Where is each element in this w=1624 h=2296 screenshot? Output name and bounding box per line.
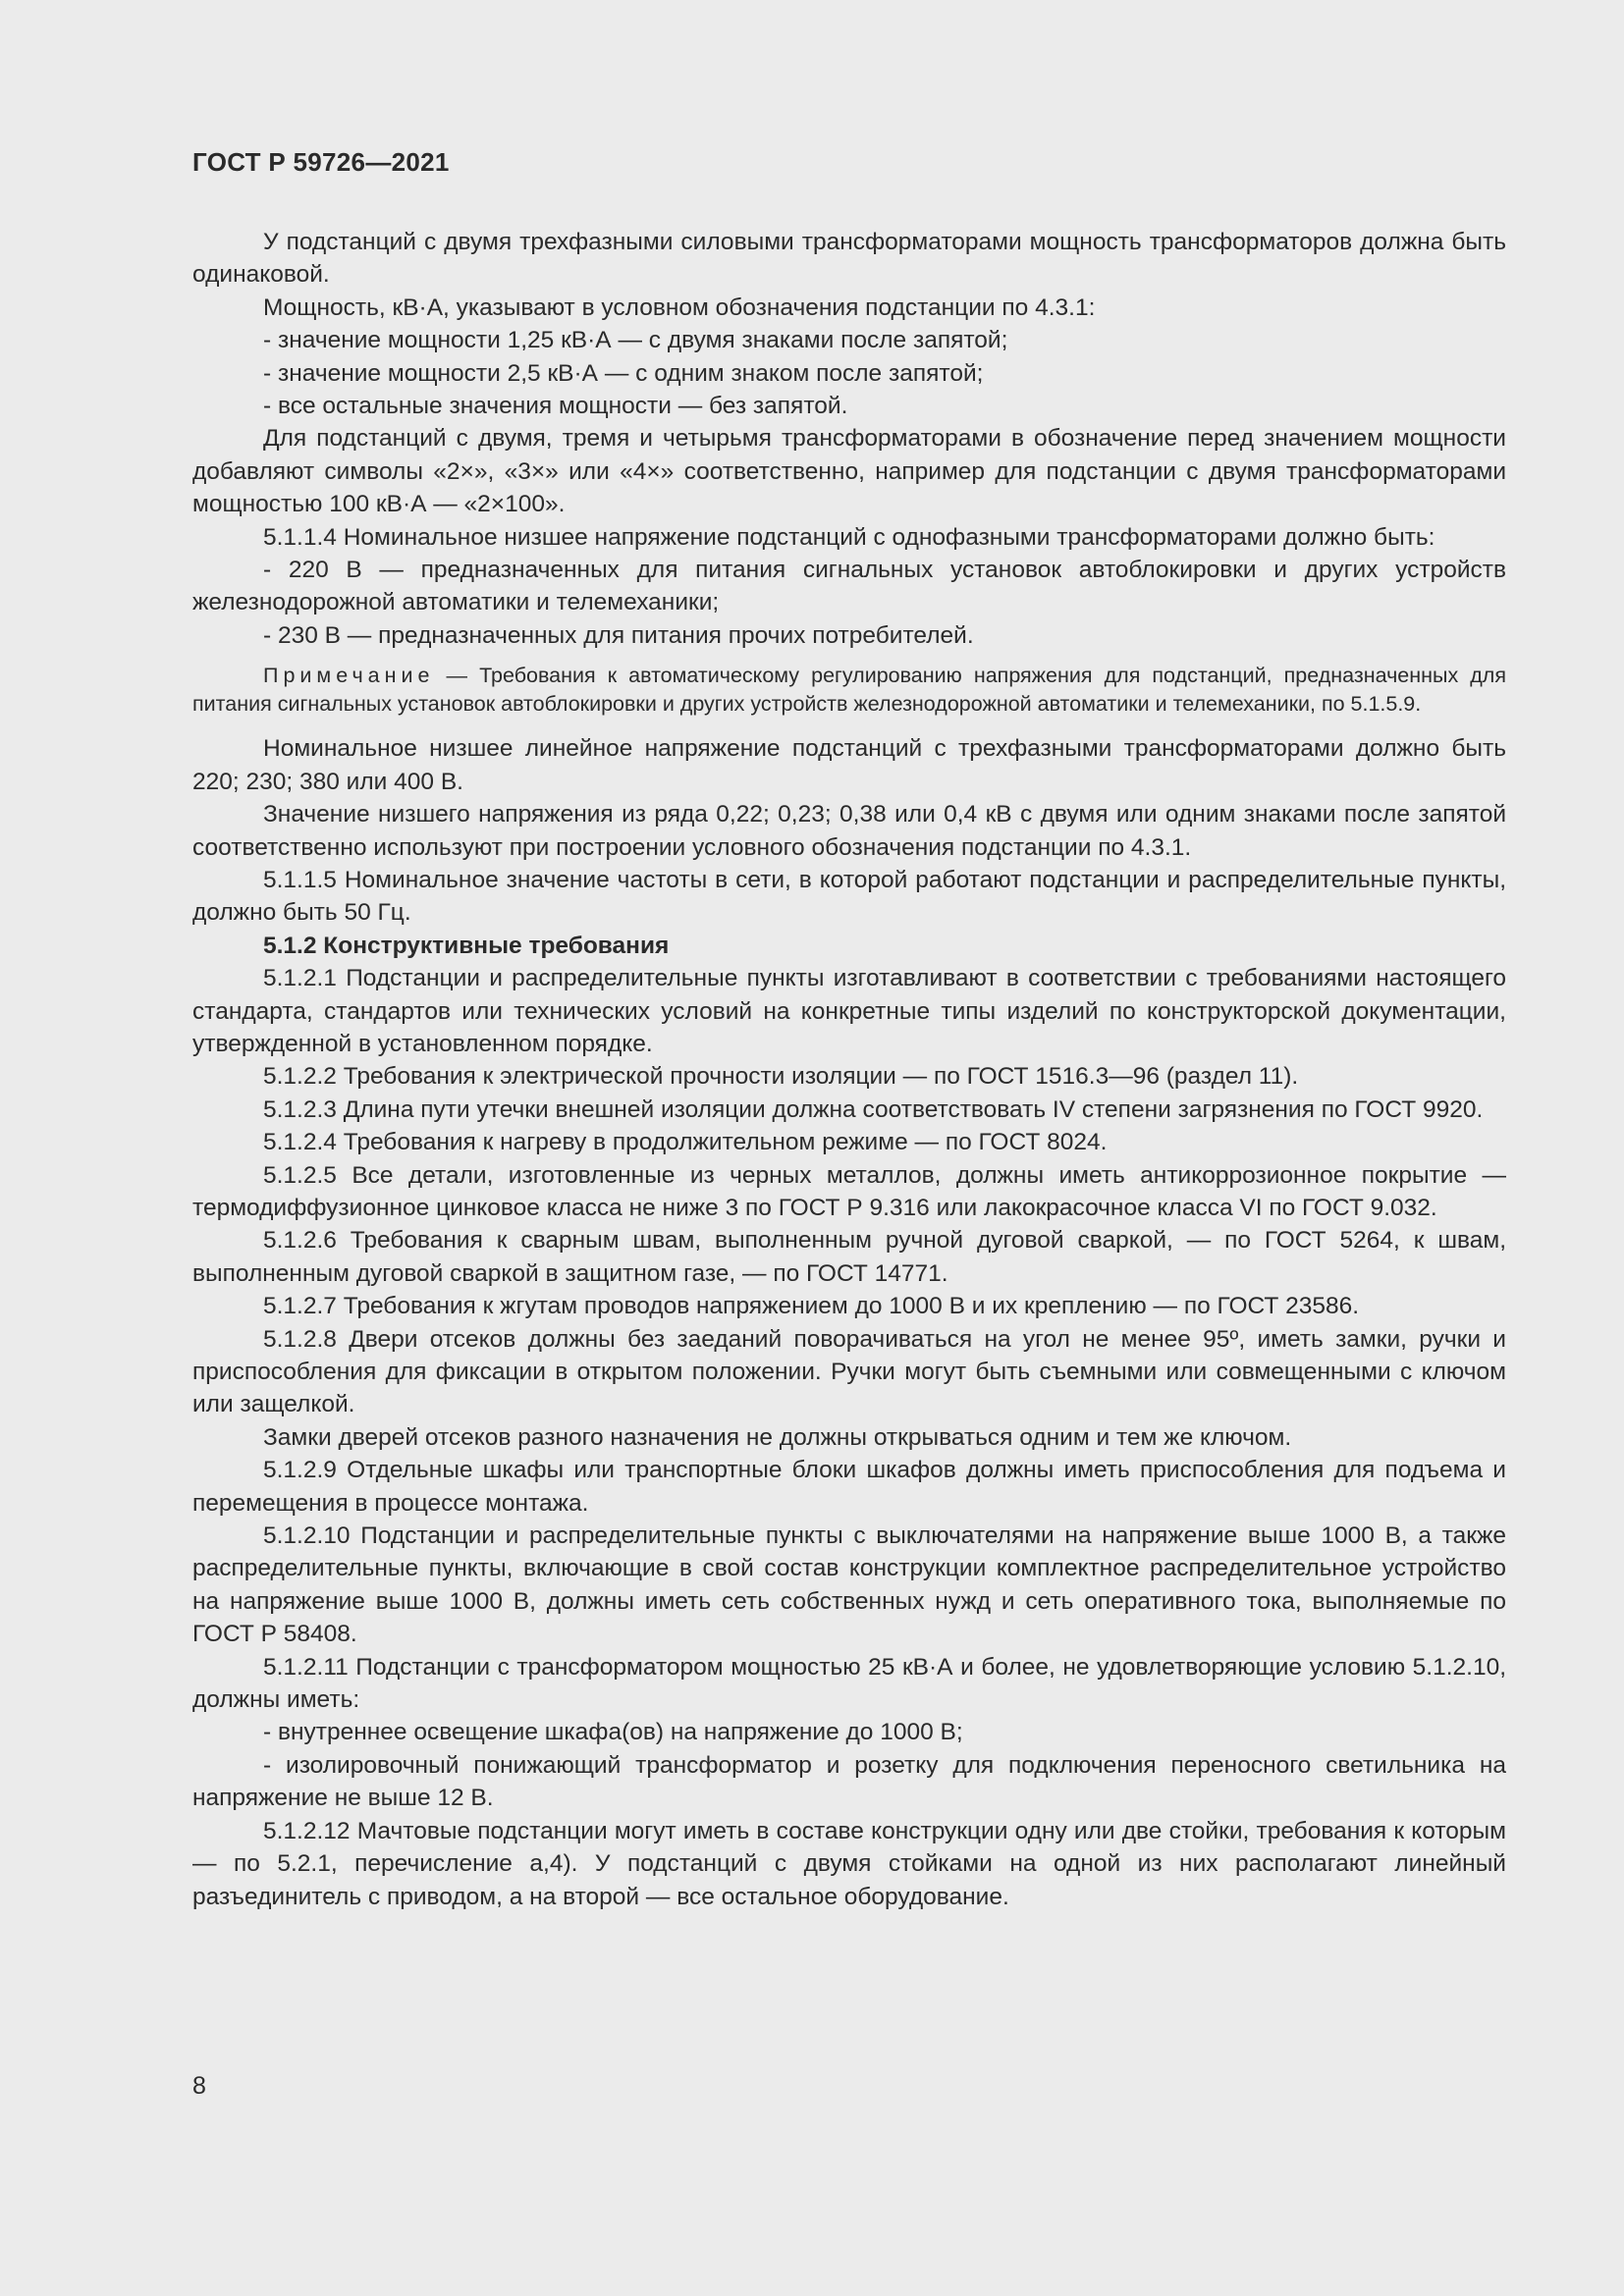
note-lead: Примечание — [263, 664, 435, 688]
paragraph: 5.1.1.5 Номинальное значение частоты в сети, в которой работают подстанции и распределительные пункты, должно быть 50 Гц. — [192, 866, 1506, 927]
document-body — [192, 226, 1506, 1913]
list-item: - значение мощности 2,5 кВ·А — с одним знаком после запятой; — [263, 359, 984, 387]
paragraph: 5.1.2.2 Требования к электрической прочности изоляции — по ГОСТ 1516.3—96 (раздел 11). — [263, 1063, 1299, 1091]
paragraph: 5.1.2.7 Требования к жгутам проводов напряжением до 1000 В и их креплению — по ГОСТ 23586. — [263, 1293, 1360, 1320]
note-text: — Требования к автоматическому регулированию напряжения для подстанций, предназначенных для питания сигнальных установок автоблокировки и других устройств железнодорожной автоматики и телемеханики, по 5.1.5.9. — [192, 664, 1506, 717]
list-item: - изолировочный понижающий трансформатор и розетку для подключения переносного светильника на напряжение не выше 12 В. — [192, 1751, 1506, 1812]
paragraph: У подстанций с двумя трехфазными силовыми трансформаторами мощность трансформаторов должна быть одинаковой. — [192, 229, 1506, 289]
paragraph: 5.1.2.11 Подстанции с трансформатором мощностью 25 кВ·А и более, не удовлетворяющие условию 5.1.2.10, должны иметь: — [192, 1653, 1506, 1714]
note — [192, 662, 1506, 719]
paragraph: Номинальное низшее линейное напряжение подстанций с трехфазными трансформаторами должно быть 220; 230; 380 или 400 В. — [192, 735, 1506, 795]
list-item: - 230 В — предназначенных для питания прочих потребителей. — [263, 621, 974, 649]
paragraph: Замки дверей отсеков разного назначения не должны открываться одним и тем же ключом. — [263, 1423, 1292, 1451]
paragraph: 5.1.2.10 Подстанции и распределительные пункты с выключателями на напряжение выше 1000 В, а также распределительные пункты, включающие в свой состав конструкции комплектное распределительное устройство на напряжение выше 1000 В, должны иметь сеть собственных нужд и сеть оперативного тока, выполняемые по ГОСТ Р 58408. — [192, 1522, 1506, 1648]
paragraph: 5.1.2.5 Все детали, изготовленные из черных металлов, должны иметь антикоррозионное покрытие — термодиффузионное цинковое класса не ниже 3 по ГОСТ Р 9.316 или лакокрасочное класса VI по ГОСТ 9.032. — [192, 1161, 1506, 1221]
paragraph: 5.1.2.3 Длина пути утечки внешней изоляции должна соответствовать IV степени загрязнения по ГОСТ 9920. — [263, 1095, 1484, 1123]
paragraph: 5.1.2.9 Отдельные шкафы или транспортные блоки шкафов должны иметь приспособления для подъема и перемещения в процессе монтажа. — [192, 1457, 1506, 1517]
paragraph: 5.1.2.1 Подстанции и распределительные пункты изготавливают в соответствии с требованиями настоящего стандарта, стандартов или технических условий на конкретные типы изделий по конструкторской документации, утвержденной в установленном порядке. — [192, 965, 1506, 1057]
list-item: - внутреннее освещение шкафа(ов) на напряжение до 1000 В; — [263, 1719, 963, 1746]
section-heading: 5.1.2 Конструктивные требования — [263, 932, 670, 959]
page-number: 8 — [192, 2072, 206, 2100]
paragraph: Для подстанций с двумя, тремя и четырьмя трансформаторами в обозначение перед значением мощности добавляют символы «2×», «3×» или «4×» соответственно, например для подстанции с двумя трансформаторами мощностью 100 кВ·А — «2×100». — [192, 425, 1506, 518]
list-item: - значение мощности 1,25 кВ·А — с двумя знаками после запятой; — [263, 327, 1008, 354]
list-item: - все остальные значения мощности — без запятой. — [263, 393, 848, 420]
list-item: - 220 В — предназначенных для питания сигнальных установок автоблокировки и других устройств железнодорожной автоматики и телемеханики; — [192, 557, 1506, 616]
paragraph: 5.1.2.8 Двери отсеков должны без заеданий поворачиваться на угол не менее 95º, иметь замки, ручки и приспособления для фиксации в открытом положении. Ручки могут быть съемными или совмещенными с ключом или защелкой. — [192, 1325, 1506, 1418]
paragraph: Мощность, кВ·А, указывают в условном обозначения подстанции по 4.3.1: — [263, 294, 1096, 321]
paragraph: Значение низшего напряжения из ряда 0,22; 0,23; 0,38 или 0,4 кВ с двумя или одним знаками после запятой соответственно используют при построении условного обозначения подстанции по 4.3.1. — [192, 801, 1506, 861]
paragraph: 5.1.2.6 Требования к сварным швам, выполненным ручной дуговой сваркой, — по ГОСТ 5264, к швам, выполненным дуговой сваркой в защитном газе, — по ГОСТ 14771. — [192, 1227, 1506, 1287]
paragraph: 5.1.2.12 Мачтовые подстанции могут иметь в составе конструкции одну или две стойки, требования к которым — по 5.2.1, перечисление а,4). У подстанций с двумя стойками на одной из них располагают линейный разъединитель с приводом, а на второй — все остальное оборудование. — [192, 1817, 1506, 1910]
paragraph: 5.1.1.4 Номинальное низшее напряжение подстанций с однофазными трансформаторами должно быть: — [263, 523, 1435, 551]
document-header-id: ГОСТ Р 59726—2021 — [192, 147, 450, 177]
paragraph: 5.1.2.4 Требования к нагреву в продолжительном режиме — по ГОСТ 8024. — [263, 1129, 1108, 1156]
